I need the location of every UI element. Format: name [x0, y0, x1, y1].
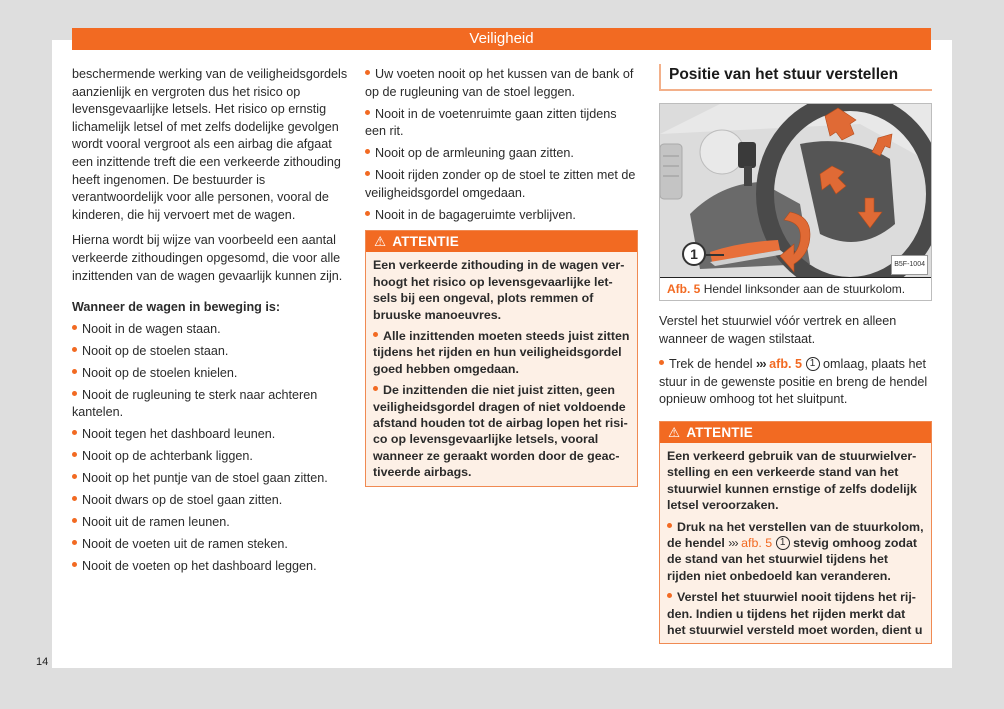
bullet-icon [72, 347, 77, 352]
warning-title: ATTENTIE [392, 234, 459, 250]
warning-header [660, 422, 931, 443]
list-item: Nooit op het puntje van de stoel gaan zitten. [72, 470, 350, 488]
list-item: Nooit op de stoelen staan. [72, 343, 350, 361]
list-item: Nooit op de armleuning gaan zitten. [365, 145, 638, 163]
subheading: Wanneer de wagen in beweging is: [72, 300, 281, 315]
paragraph: beschermende werking van de veiligheidsgordels aanzienlijk en vergroten dus het risico op levensgevaarlijke letsels. Het risico op ernstig lichamelijk letsel of met zelfs dodelijke gevolgen wordt vooral vergroot als een airbag die afgaat een inzittende treft die een verkeerde zithouding heeft ingenomen. De bestuurder is verantwoordelijk voor alle personen, vooral de kinderen, die hij vervoert met de wagen. [72, 67, 348, 222]
instruction-step: Trek de hendel ››› afb. 5 1 omlaag, plaats het stuur in de gewenste positie en breng de hendel opnieuw omhoog tot het sluitpunt. [659, 357, 928, 407]
figure-reference-link[interactable]: afb. 5 [769, 357, 803, 372]
bullet-icon [373, 386, 378, 391]
warning-box [365, 230, 638, 486]
list-item: Nooit op de achterbank liggen. [72, 448, 350, 466]
warning-item: Druk na het verstellen van de stuurkolom, de hendel ››› afb. 5 1 stevig omhoog zodat de stand van het stuurwiel tijdens het rijden niet onbedoeld kan veranderen. [667, 519, 924, 583]
list-item: Nooit rijden zonder op de stoel te zitten met de veiligheidsgordel omgedaan. [365, 168, 636, 200]
chapter-header [72, 28, 931, 50]
warning-body [366, 252, 637, 485]
callout-line [706, 254, 724, 256]
column-middle [365, 66, 638, 487]
figure-code: B5F-1004 [891, 255, 928, 275]
section-title: Positie van het stuur verstellen [659, 64, 932, 91]
cross-reference-arrows-icon: ››› [756, 357, 766, 372]
bullet-list [72, 321, 350, 576]
callout-number: 1 [776, 536, 790, 550]
list-item: Nooit de rugleuning te sterk naar achteren kantelen. [72, 387, 318, 420]
bullet-icon [365, 149, 370, 154]
bullet-icon [365, 110, 370, 115]
figure-reference-link[interactable]: afb. 5 [741, 536, 773, 550]
warning-intro: Een verkeerd gebruik van de stuurwielverstelling en een verkeerde stand van het stuurwiel kunnen ernstige of zelfs dodelijk letsel veroorzaken. [667, 448, 917, 513]
callout-number: 1 [682, 242, 706, 266]
bullet-icon [365, 171, 370, 176]
bullet-icon [72, 562, 77, 567]
bullet-icon [72, 474, 77, 479]
paragraph: Verstel het stuurwiel vóór vertrek en alleen wanneer de wagen stilstaat. [659, 314, 897, 346]
column-left [72, 66, 350, 580]
warning-triangle-icon: ⚠ [668, 424, 681, 440]
list-item: Nooit uit de ramen leunen. [72, 514, 350, 532]
bullet-icon [72, 369, 77, 374]
warning-item: Verstel het stuurwiel nooit tijdens het rijden. Indien u tijdens het rijden merkt dat het stuurwiel versteld moet worden, dient u [667, 590, 923, 638]
list-item: Nooit de voeten uit de ramen steken. [72, 536, 350, 554]
warning-item: Alle inzittenden moeten steeds juist zitten tijdens het rijden en hun veiligheidsgordel goed hebben omgedaan. [373, 328, 630, 376]
bullet-list [365, 66, 638, 224]
bullet-icon [72, 391, 77, 396]
warning-title: ATTENTIE [686, 424, 753, 440]
figure-caption [660, 278, 931, 300]
figure-caption-text: Hendel linksonder aan de stuurkolom. [703, 282, 906, 296]
warning-header [366, 231, 637, 252]
warning-box [659, 421, 932, 644]
steering-wheel-illustration [660, 104, 931, 278]
bullet-icon [365, 70, 370, 75]
list-item: Nooit in de bagageruimte verblijven. [365, 207, 638, 225]
bullet-icon [659, 360, 664, 365]
warning-item: De inzittenden die niet juist zitten, geen veiligheidsgordel dragen of niet voldoende afstand houden tot de airbag lopen het risico op levensgevaarlijke letsels, vooral wanneer ze geraakt worden door de geactiveerde airbags. [373, 383, 628, 480]
figure [659, 103, 932, 301]
figure-label: Afb. 5 [667, 282, 701, 296]
page-number: 14 [36, 656, 49, 668]
bullet-icon [373, 332, 378, 337]
warning-intro: Een verkeerde zithouding in de wagen verhoogt het risico op levensgevaarlijke letsels bij een ongeval, plots remmen of bruuske manoeuvres. [373, 258, 625, 322]
list-item: Nooit in de wagen staan. [72, 321, 350, 339]
cross-reference-arrows-icon: ››› [728, 536, 738, 550]
list-item: Uw voeten nooit op het kussen van de bank of op de rugleuning van de stoel leggen. [365, 67, 634, 99]
bullet-icon [667, 593, 672, 598]
warning-triangle-icon: ⚠ [374, 234, 387, 250]
paragraph: Hierna wordt bij wijze van voorbeeld een aantal verkeerde zithoudingen opgesomd, die voor alle inzittenden van de wagen gevaarlijk kunnen zijn. [72, 233, 343, 283]
bullet-icon [72, 518, 77, 523]
list-item: Nooit in de voetenruimte gaan zitten tijdens een rit. [365, 106, 617, 139]
list-item: Nooit de voeten op het dashboard leggen. [72, 558, 350, 576]
chapter-title: Veiligheid [469, 30, 534, 47]
bullet-icon [72, 540, 77, 545]
bullet-icon [365, 211, 370, 216]
list-item: Nooit tegen het dashboard leunen. [72, 426, 350, 444]
bullet-icon [72, 452, 77, 457]
bullet-icon [72, 325, 77, 330]
bullet-icon [667, 523, 672, 528]
column-right [659, 66, 932, 644]
warning-body [660, 443, 931, 643]
bullet-icon [72, 430, 77, 435]
bullet-icon [72, 496, 77, 501]
list-item: Nooit op de stoelen knielen. [72, 365, 350, 383]
callout-number: 1 [806, 357, 820, 371]
list-item: Nooit dwars op de stoel gaan zitten. [72, 492, 350, 510]
